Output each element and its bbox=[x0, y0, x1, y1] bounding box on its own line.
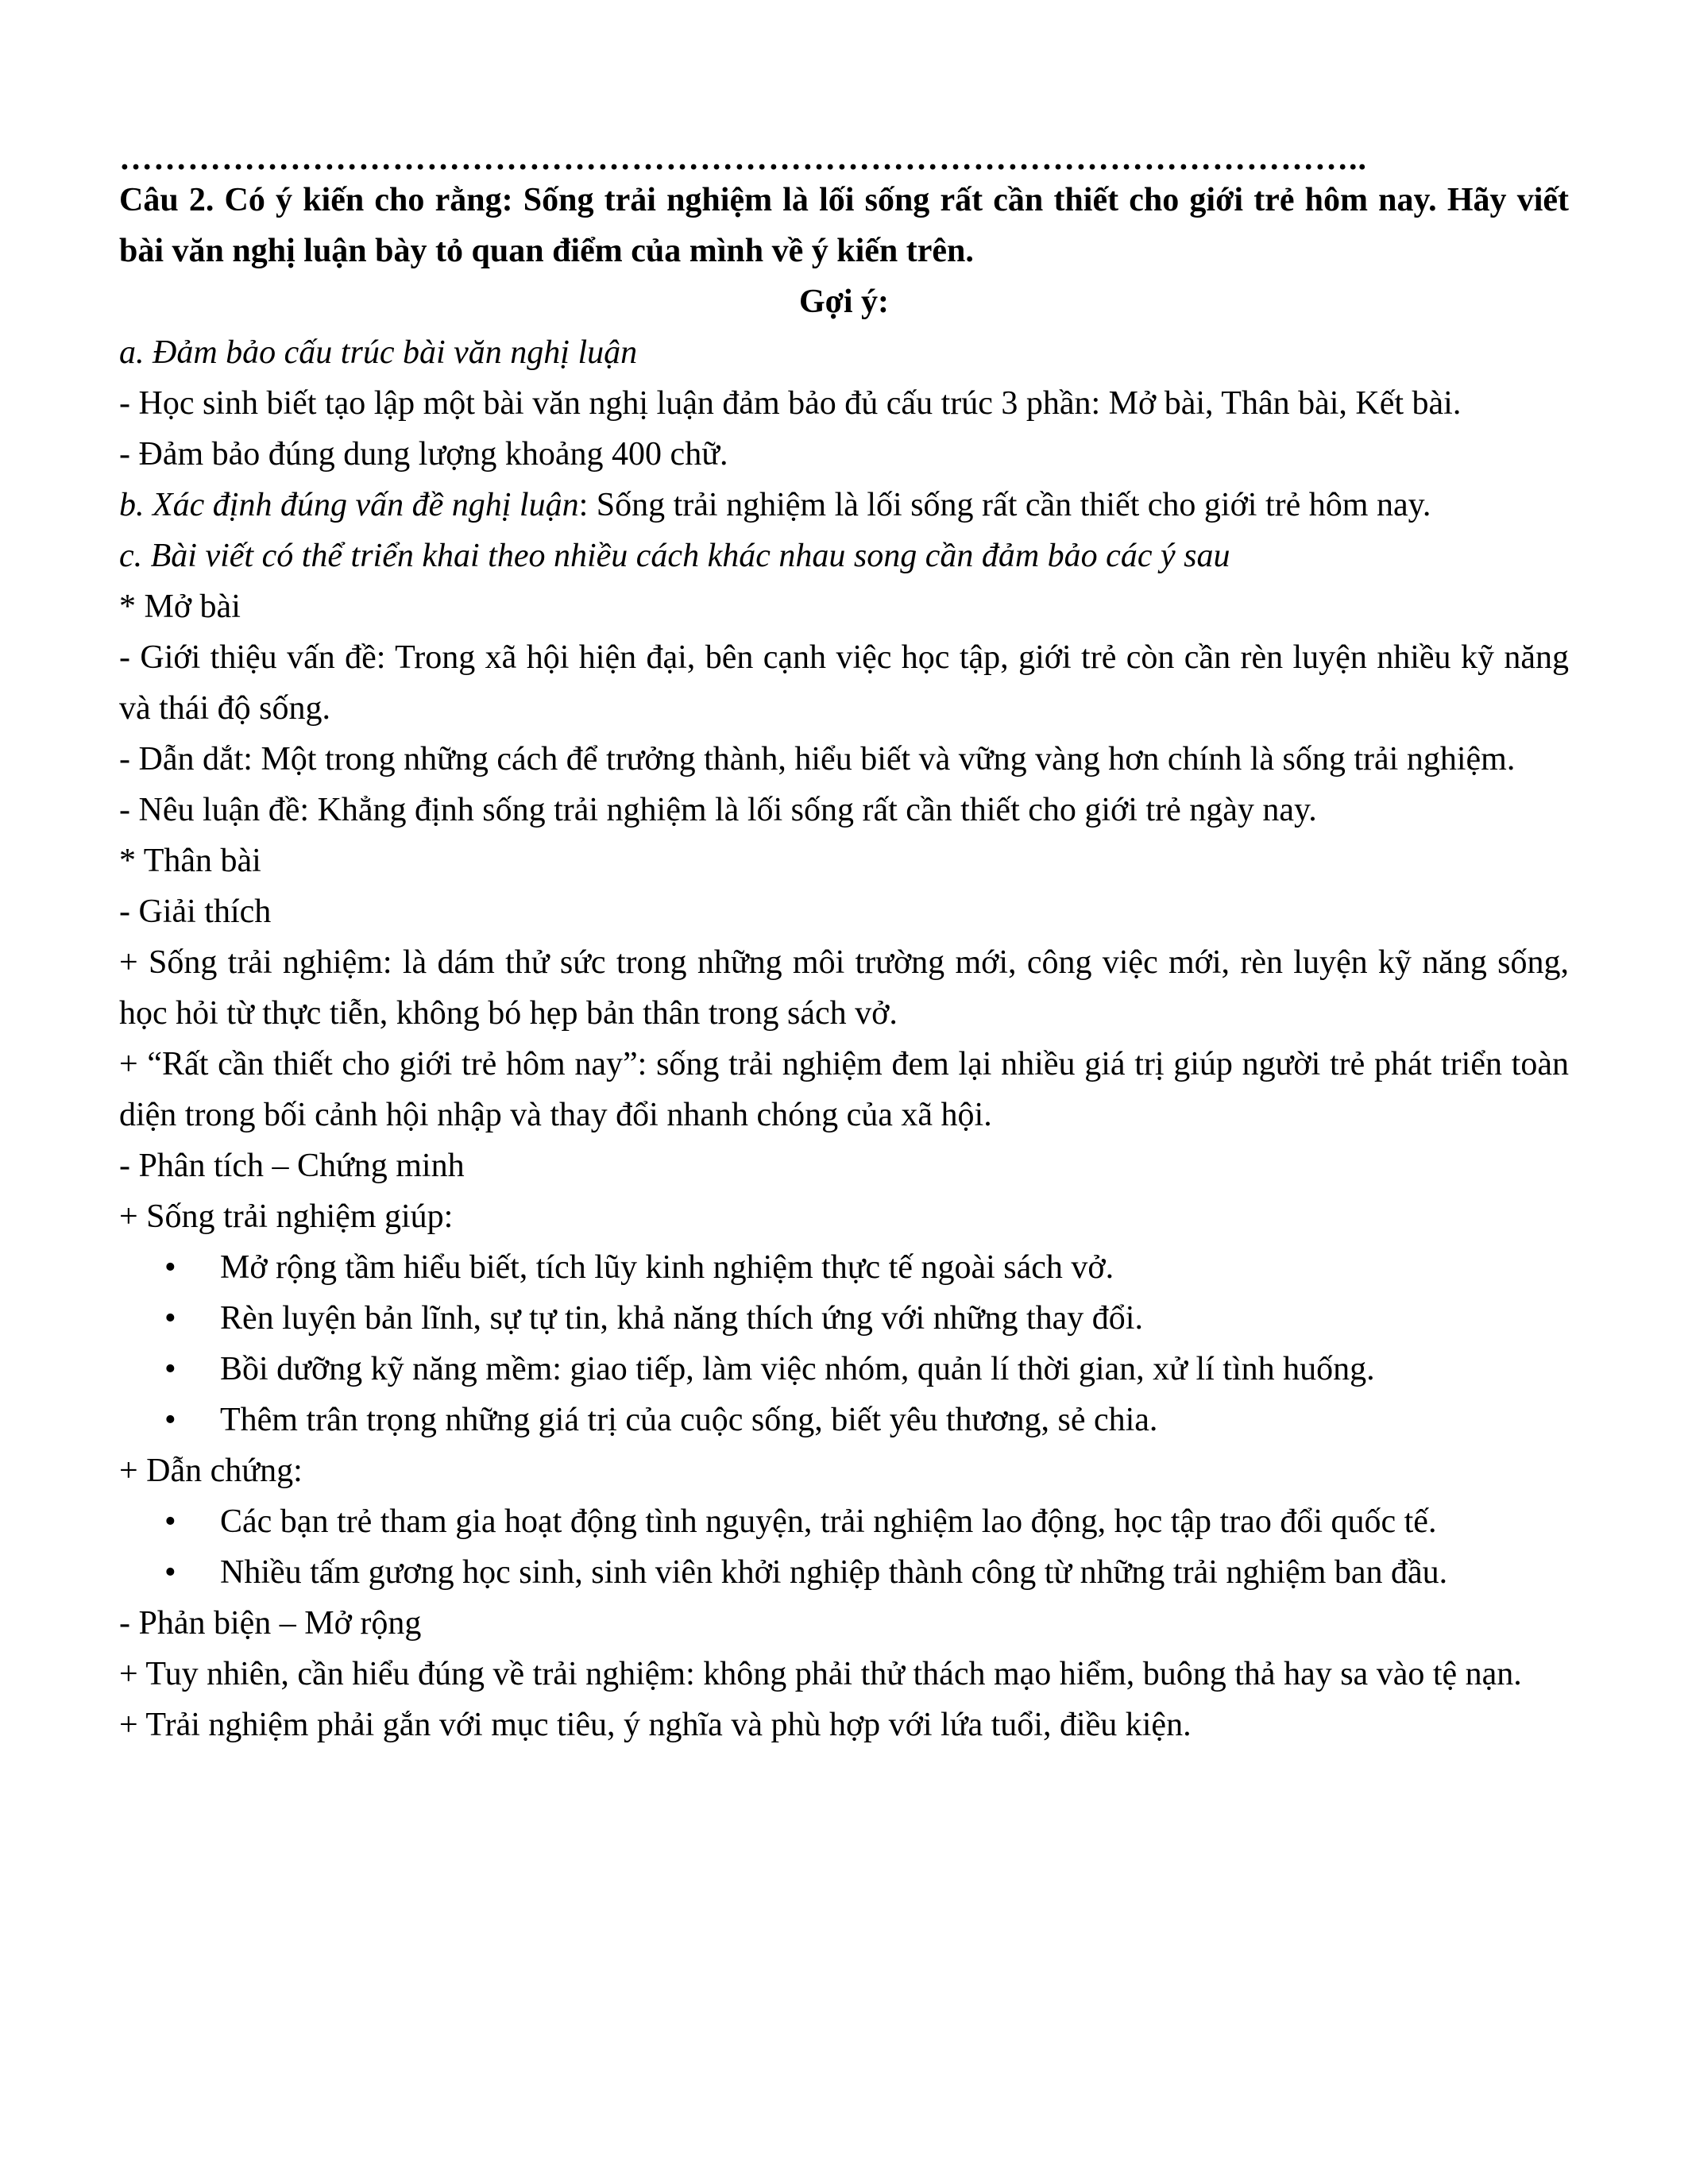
analysis-intro: + Sống trải nghiệm giúp: bbox=[119, 1198, 454, 1235]
section-a-heading: a. Đảm bảo cấu trúc bài văn nghị luận bbox=[119, 334, 638, 371]
counter-heading: - Phản biện – Mở rộng bbox=[119, 1605, 422, 1642]
section-b-text: : Sống trải nghiệm là lối sống rất cần thiết cho giới trẻ hôm nay. bbox=[578, 487, 1431, 523]
document-page bbox=[119, 143, 1569, 1750]
bullet-icon: • bbox=[164, 1300, 176, 1337]
bullet-icon: • bbox=[164, 1351, 176, 1387]
bullet-icon: • bbox=[164, 1249, 176, 1286]
intro-item-1: - Giới thiệu vấn đề: Trong xã hội hiện đại, bên cạnh việc học tập, giới trẻ còn cần rèn luyện nhiều kỹ năng và thái độ sống. bbox=[119, 639, 1569, 727]
list-item bbox=[164, 1496, 1569, 1547]
counter-item-1: + Tuy nhiên, cần hiểu đúng về trải nghiệm: không phải thử thách mạo hiểm, buông thả hay sa vào tệ nạn. bbox=[119, 1656, 1522, 1692]
section-b-label: b. Xác định đúng vấn đề nghị luận bbox=[119, 487, 579, 523]
list-item-text: Rèn luyện bản lĩnh, sự tự tin, khả năng thích ứng với những thay đổi. bbox=[220, 1300, 1143, 1337]
counter-item-2: + Trải nghiệm phải gắn với mục tiêu, ý nghĩa và phù hợp với lứa tuổi, điều kiện. bbox=[119, 1707, 1192, 1743]
list-item-text: Nhiều tấm gương học sinh, sinh viên khởi nghiệp thành công từ những trải nghiệm ban đầu. bbox=[220, 1554, 1448, 1591]
list-item bbox=[164, 1242, 1569, 1293]
explanation-item-2: + “Rất cần thiết cho giới trẻ hôm nay”: sống trải nghiệm đem lại nhiều giá trị giúp người trẻ phát triển toàn diện trong bối cảnh hội nhập và thay đổi nhanh chóng của xã hội. bbox=[119, 1046, 1569, 1133]
analysis-heading: - Phân tích – Chứng minh bbox=[119, 1148, 465, 1184]
explanation-heading: - Giải thích bbox=[119, 893, 272, 930]
intro-item-3: - Nêu luận đề: Khẳng định sống trải nghiệm là lối sống rất cần thiết cho giới trẻ ngày nay. bbox=[119, 792, 1317, 828]
list-item-text: Thêm trân trọng những giá trị của cuộc sống, biết yêu thương, sẻ chia. bbox=[220, 1402, 1158, 1438]
list-item-text: Các bạn trẻ tham gia hoạt động tình nguyện, trải nghiệm lao động, học tập trao đổi quốc tế. bbox=[220, 1503, 1437, 1540]
bullet-icon: • bbox=[164, 1554, 176, 1591]
list-item-text: Bồi dưỡng kỹ năng mềm: giao tiếp, làm việc nhóm, quản lí thời gian, xử lí tình huống. bbox=[220, 1351, 1375, 1387]
analysis-bullet-list bbox=[119, 1242, 1569, 1445]
section-a-item-2: - Đảm bảo đúng dung lượng khoảng 400 chữ. bbox=[119, 436, 728, 473]
dotted-line: ……………………………………………………………………………………………….. bbox=[119, 143, 1367, 175]
list-item bbox=[164, 1395, 1569, 1445]
bullet-icon: • bbox=[164, 1402, 176, 1438]
intro-heading: * Mở bài bbox=[119, 588, 241, 625]
section-b-paragraph bbox=[119, 480, 1569, 531]
list-item-text: Mở rộng tầm hiểu biết, tích lũy kinh nghiệm thực tế ngoài sách vở. bbox=[220, 1249, 1114, 1286]
section-c-heading: c. Bài viết có thể triển khai theo nhiều cách khác nhau song cần đảm bảo các ý sau bbox=[119, 538, 1230, 574]
intro-item-2: - Dẫn dắt: Một trong những cách để trưởng thành, hiểu biết và vững vàng hơn chính là sống trải nghiệm. bbox=[119, 741, 1516, 778]
list-item bbox=[164, 1293, 1569, 1344]
section-a-item-1: - Học sinh biết tạo lập một bài văn nghị luận đảm bảo đủ cấu trúc 3 phần: Mở bài, Thân bài, Kết bài. bbox=[119, 385, 1462, 422]
list-item bbox=[164, 1547, 1569, 1598]
question-title: Câu 2. Có ý kiến cho rằng: Sống trải nghiệm là lối sống rất cần thiết cho giới trẻ hôm nay. Hãy viết bài văn nghị luận bày tỏ quan điểm của mình về ý kiến trên. bbox=[119, 182, 1569, 269]
hint-title: Gợi ý: bbox=[798, 284, 890, 320]
bullet-icon: • bbox=[164, 1503, 176, 1540]
body-heading: * Thân bài bbox=[119, 843, 261, 879]
list-item bbox=[164, 1344, 1569, 1395]
evidence-heading: + Dẫn chứng: bbox=[119, 1453, 303, 1489]
explanation-item-1: + Sống trải nghiệm: là dám thử sức trong những môi trường mới, công việc mới, rèn luyện kỹ năng sống, học hỏi từ thực tiễn, không bó hẹp bản thân trong sách vở. bbox=[119, 944, 1569, 1032]
evidence-bullet-list bbox=[119, 1496, 1569, 1598]
